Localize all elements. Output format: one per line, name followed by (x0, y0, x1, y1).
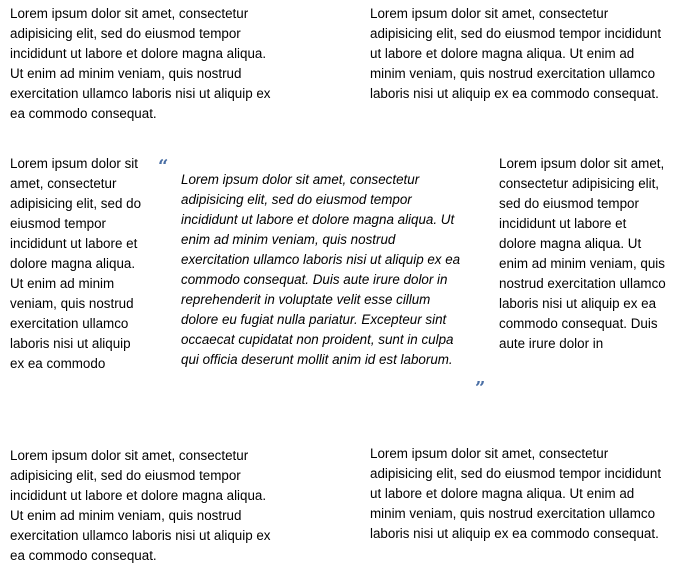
paragraph-middle-right: Lorem ipsum dolor sit amet, consectetur adipisicing elit, sed do eiusmod tempor incididunt ut labore et dolore magna aliqua. Ut enim ad minim veniam, quis nostrud exercitation ullamco laboris nisi ut aliquip ex ea commodo consequat. Duis aute irure dolor in (499, 156, 666, 351)
paragraph-middle-left: Lorem ipsum dolor sit amet, consectetur adipisicing elit, sed do eiusmod tempor incididunt ut labore et dolore magna aliqua. Ut enim ad minim veniam, quis nostrud exercitation ullamco laboris nisi ut aliquip ex ea commodo (10, 156, 142, 371)
pull-quote: Lorem ipsum dolor sit amet, consectetur adipisicing elit, sed do eiusmod tempor incididunt ut labore et dolore magna aliqua. Ut enim ad minim veniam, quis nostrud exercitation ullamco laboris nisi ut aliquip ex ea commodo consequat. Duis aute irure dolor in reprehenderit in voluptate velit esse cillum dolore eu fugiat nulla pariatur. Excepteur sint occaecat cupidatat non proident, sunt in culpa qui officia deserunt mollit anim id est laborum. (181, 172, 461, 367)
paragraph-top-right: Lorem ipsum dolor sit amet, consectetur adipisicing elit, sed do eiusmod tempor incididunt ut labore et dolore magna aliqua. Ut enim ad minim veniam, quis nostrud exercitation ullamco laboris nisi ut aliquip ex ea commodo consequat. (370, 6, 662, 101)
close-quote-icon: ” (475, 378, 486, 399)
open-quote-icon: “ (158, 156, 169, 177)
paragraph-bottom-right: Lorem ipsum dolor sit amet, consectetur adipisicing elit, sed do eiusmod tempor incididunt ut labore et dolore magna aliqua. Ut enim ad minim veniam, quis nostrud exercitation ullamco laboris nisi ut aliquip ex ea commodo consequat. (370, 446, 662, 541)
paragraph-bottom-left: Lorem ipsum dolor sit amet, consectetur adipisicing elit, sed do eiusmod tempor incididunt ut labore et dolore magna aliqua. Ut enim ad minim veniam, quis nostrud exercitation ullamco laboris nisi ut aliquip ex ea commodo consequat. (10, 448, 271, 563)
paragraph-top-left: Lorem ipsum dolor sit amet, consectetur adipisicing elit, sed do eiusmod tempor incididunt ut labore et dolore magna aliqua. Ut enim ad minim veniam, quis nostrud exercitation ullamco laboris nisi ut aliquip ex ea commodo consequat. (10, 6, 271, 121)
